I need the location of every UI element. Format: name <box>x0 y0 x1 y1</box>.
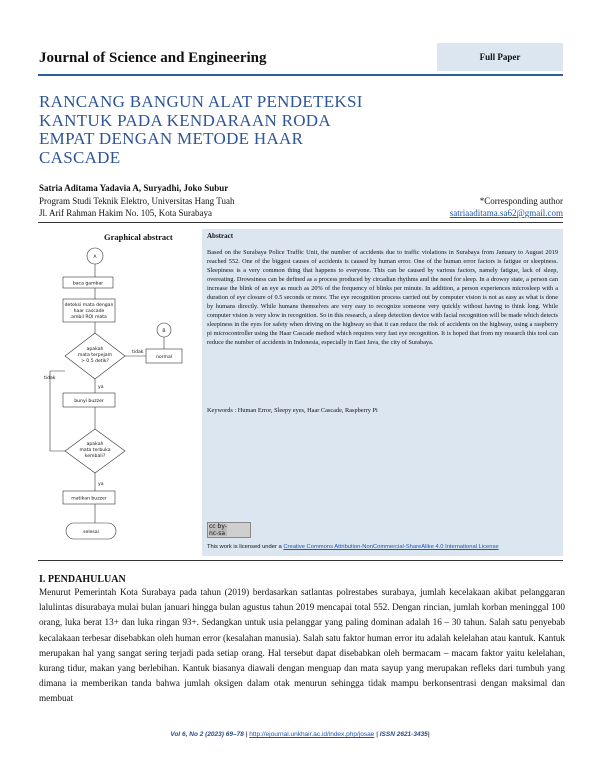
journal-name: Journal of Science and Engineering <box>39 50 267 66</box>
divider <box>38 560 563 561</box>
keywords: Keywords : Human Error, Sleepy eyes, Haar Cascade, Raspberry Pi <box>207 407 378 414</box>
header-rule <box>38 74 563 76</box>
flow-decision-1-label-1: apakah <box>86 347 104 352</box>
flow-step-stop-buzzer-label: matikan buzzer <box>71 496 107 502</box>
flow-step-read-image-label: baca gambar <box>72 281 104 287</box>
divider <box>38 222 563 223</box>
footer-volume: Vol 6, No 2 (2023) 69–78 <box>170 731 244 738</box>
flow-yes-label: ya <box>98 385 104 390</box>
page-footer: Vol 6, No 2 (2023) 69–78 | http://ejournal.unkhair.ac.id/index.php/josae | ISSN 2621-3435| <box>170 731 430 738</box>
flow-step-detect-label-1: deteksi mata dengan <box>64 303 114 308</box>
affiliation-line-2: Jl. Arif Rahman Hakim No. 105, Kota Surabaya <box>39 208 212 218</box>
license-prefix: This work is licensed under a <box>207 544 284 550</box>
flow-step-normal-label: normal <box>155 355 173 360</box>
footer-issn: ISSN 2621-3435 <box>379 731 428 738</box>
flow-no-label: tidak <box>132 350 144 355</box>
flow-decision-2-label-1: apakah <box>86 442 104 447</box>
flow-start-label: A <box>93 255 97 260</box>
flow-step-detect-label-2: haar cascade <box>73 309 105 314</box>
flow-connector-b-label: B <box>162 329 166 334</box>
flow-step-detect-label-3: ambil ROI mata <box>71 315 107 320</box>
abstract-heading: Abstract <box>207 232 234 240</box>
flow-end-label: selesai <box>83 530 99 535</box>
corresponding-author-label: *Corresponding author <box>479 196 563 206</box>
flow-decision-2-label-3: kembali? <box>84 454 106 459</box>
affiliation-line-1: Program Studi Teknik Elektro, Universitas Hang Tuah <box>39 196 235 206</box>
license-link[interactable]: Creative Commons Attribution-NonCommercial-ShareAlike 4.0 International License <box>283 544 499 550</box>
paper-title: RANCANG BANGUN ALAT PENDETEKSI KANTUK PADA KENDARAAN RODA EMPAT DENGAN METODE HAAR CASCADE <box>39 92 363 167</box>
article-type-badge: Full Paper <box>437 43 563 71</box>
flowchart-diagram <box>40 243 200 558</box>
corresponding-email-link[interactable]: satriaaditama.sa62@gmail.com <box>449 208 563 218</box>
flow-decision-2-label-2: mata terbuka <box>79 448 111 453</box>
footer-journal-link[interactable]: http://ejournal.unkhair.ac.id/index.php/josae <box>249 731 375 738</box>
flow-decision-1-label-3: > 0.5 detik? <box>81 359 109 364</box>
flow-loop-no-label: tidak <box>44 376 56 381</box>
flow-step-buzzer-label: bunyi buzzer <box>74 399 104 404</box>
cc-icon: cc by-nc-sa <box>209 523 227 537</box>
section-body-text: Menurut Pemerintah Kota Surabaya pada tahun (2019) berdasarkan satlantas polrestabes surabaya, jumlah kecelakaan akibat pelanggaran lalulintas disurabaya mulai bulan januari hingga bulan agustus tahun 2019 mencapai total 552. Dengan rincian, jumlah korban meninggal 100 orang, luka berat 13+ dan luka ringan 93+. Sedangkan untuk usia pelanggar yang paling dominan adalah 16 – 30 tahun. Salah satu penyebab kecalakaan terbesar disebabkan oleh human error (kesalahan manusia). Salah satu faktor human error itu adalah kelelahan atau kantuk. Kantuk merupakan hal yang sangat sering terjadi pada setiap orang. Hal tersebut dapat disebabkan oleh bermacam – macam faktor yaitu kelelahan, kurang tidur, makan yang berlebihan. Kantuk biasanya diawali dengan menguap dan mata sayup yang merupakan refleks dari tumbuh yang dimana ia memberikan tanda bahwa jumlah oksigen dalam otak menurun sehingga tidak mampu berkonsentrasi dengan maksimal dan membuat <box>39 587 565 704</box>
flow-decision-1-label-2: mata terpejam <box>77 353 113 358</box>
abstract-text: Based on the Surabaya Police Traffic Unit, the number of accidents due to traffic violations in Surabaya from January to August 2019 reached 552. One of the biggest causes of accidents is caused by human error. One of the human error factors is fatigue or sleepiness. Sleepiness is a very common thing that happens to everyone. This can be caused by various factors, namely fatigue, lack of sleep, overeating. Drowsiness can be defined as a process produced by circadian rhythms and the need for sleep. In a drowsy state, a person can increase the blink of an eye as much as 20% of the frequency of blinks per minute. In addition, a person experiences microsleep with a duration of eye closure of 0.5 seconds or more. The eye recognition process carried out by computer vision is not as easy as what is done by humans directly. While humans themselves are very easy to recognize someone very quickly without having to think long. While computer vision is very slow in recognition. So in this research, a sleep detection device with facial recognition will be made which detects sleepiness in the eyes for safety when driving on the highway so that it can reduce the risk of accidents on the highway, using a raspberry pi microcontroller using the Haar Cascade method which requires very fast eye recognition. It is hoped that from my research this tool can reduce the number of accidents in Indonesia, especially in East Java, the city of Surabaya. <box>207 249 558 347</box>
graphical-abstract-title: Graphical abstract <box>104 232 173 242</box>
authors: Satria Aditama Yadavia A, Suryadhi, Joko Subur <box>39 183 229 193</box>
license-notice <box>207 544 499 550</box>
section-heading: I. PENDAHULUAN <box>39 574 126 585</box>
flow-yes-label-2: ya <box>98 482 104 487</box>
creative-commons-badge[interactable] <box>207 522 251 538</box>
